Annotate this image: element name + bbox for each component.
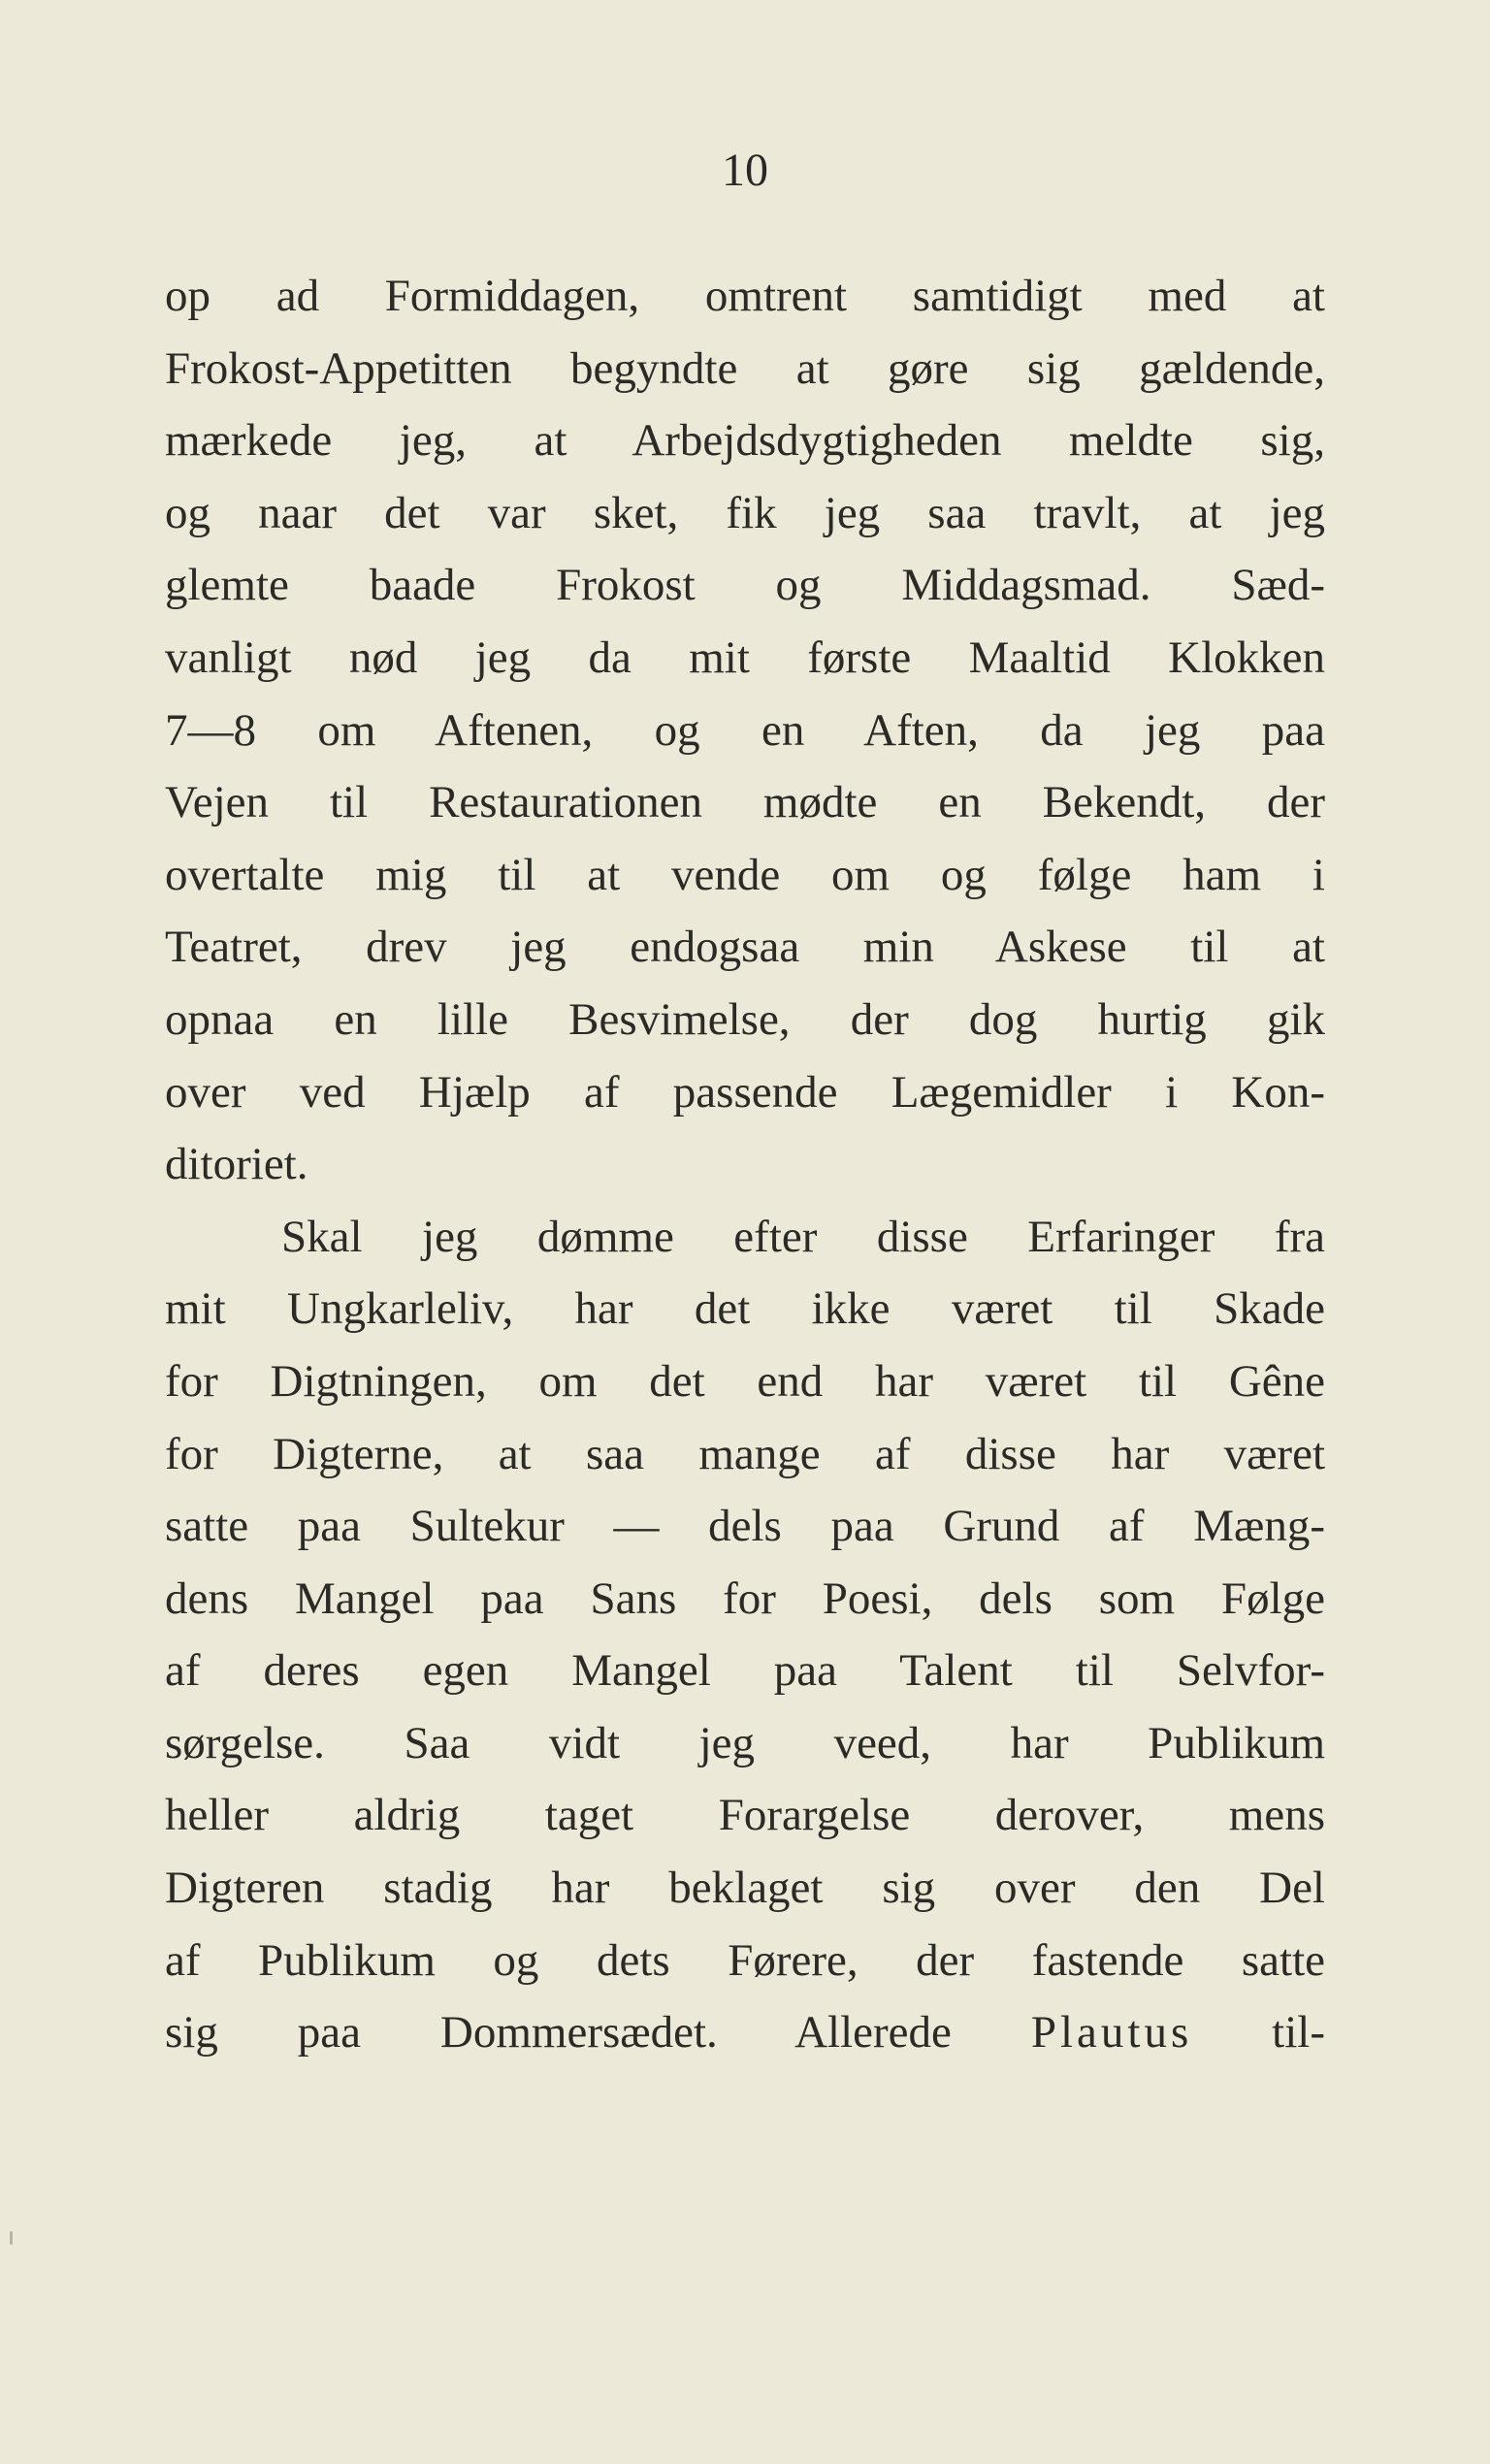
- text-line: dens Mangel paa Sans for Poesi, dels som Følge: [165, 1572, 1325, 1624]
- text-line: Vejen til Restaurationen mødte en Bekendt, der: [165, 777, 1325, 828]
- text-line: glemte baade Frokost og Middagsmad. Sæd-: [165, 560, 1325, 611]
- text-line: sørgelse. Saa vidt jeg veed, har Publikum: [165, 1717, 1325, 1768]
- text-line: og naar det var sket, fik jeg saa travlt, at jeg: [165, 487, 1325, 538]
- text-line: mærkede jeg, at Arbejdsdygtigheden meldte sig,: [165, 415, 1325, 467]
- text-line: for Digtningen, om det end har været til Gêne: [165, 1355, 1325, 1407]
- text-line: for Digterne, at saa mange af disse har været: [165, 1428, 1325, 1479]
- text-line: mit Ungkarleliv, har det ikke været til Skade: [165, 1283, 1325, 1335]
- text-line: opnaa en lille Besvimelse, der dog hurtig gik: [165, 993, 1325, 1045]
- text-line: over ved Hjælp af passende Lægemidler i Kon-: [165, 1066, 1325, 1118]
- text-line: af Publikum og dets Førere, der fastende satte: [165, 1934, 1325, 1986]
- paragraph-1: [165, 260, 1325, 1201]
- text-line: sig paa Dommersædet. Allerede Plautus til-: [165, 2007, 1325, 2059]
- text-line: ditoriet.: [165, 1139, 308, 1190]
- text-line: Skal jeg dømme efter disse Erfaringer fra: [281, 1211, 1325, 1262]
- text-line: Frokost-Appetitten begyndte at gøre sig gældende,: [165, 342, 1325, 394]
- text-line: satte paa Sultekur — dels paa Grund af Mæng-: [165, 1501, 1325, 1552]
- paper-speck: [10, 2231, 13, 2245]
- text-line: 7—8 om Aftenen, og en Aften, da jeg paa: [165, 704, 1325, 756]
- text-line: heller aldrig taget Forargelse derover, mens: [165, 1790, 1325, 1841]
- spaced-emphasis: Plautus: [1030, 2007, 1193, 2059]
- text-line: Digteren stadig har beklaget sig over den Del: [165, 1863, 1325, 1914]
- body-text: [165, 260, 1325, 2069]
- text-line: af deres egen Mangel paa Talent til Selvfor-: [165, 1645, 1325, 1697]
- text-line: vanligt nød jeg da mit første Maaltid Klokken: [165, 632, 1325, 683]
- text-line: overtalte mig til at vende om og følge ham i: [165, 849, 1325, 900]
- paragraph-2: [165, 1201, 1325, 2069]
- text-line: op ad Formiddagen, omtrent samtidigt med at: [165, 271, 1325, 321]
- text-line: Teatret, drev jeg endogsaa min Askese til at: [165, 922, 1325, 973]
- page-number: 10: [722, 145, 768, 196]
